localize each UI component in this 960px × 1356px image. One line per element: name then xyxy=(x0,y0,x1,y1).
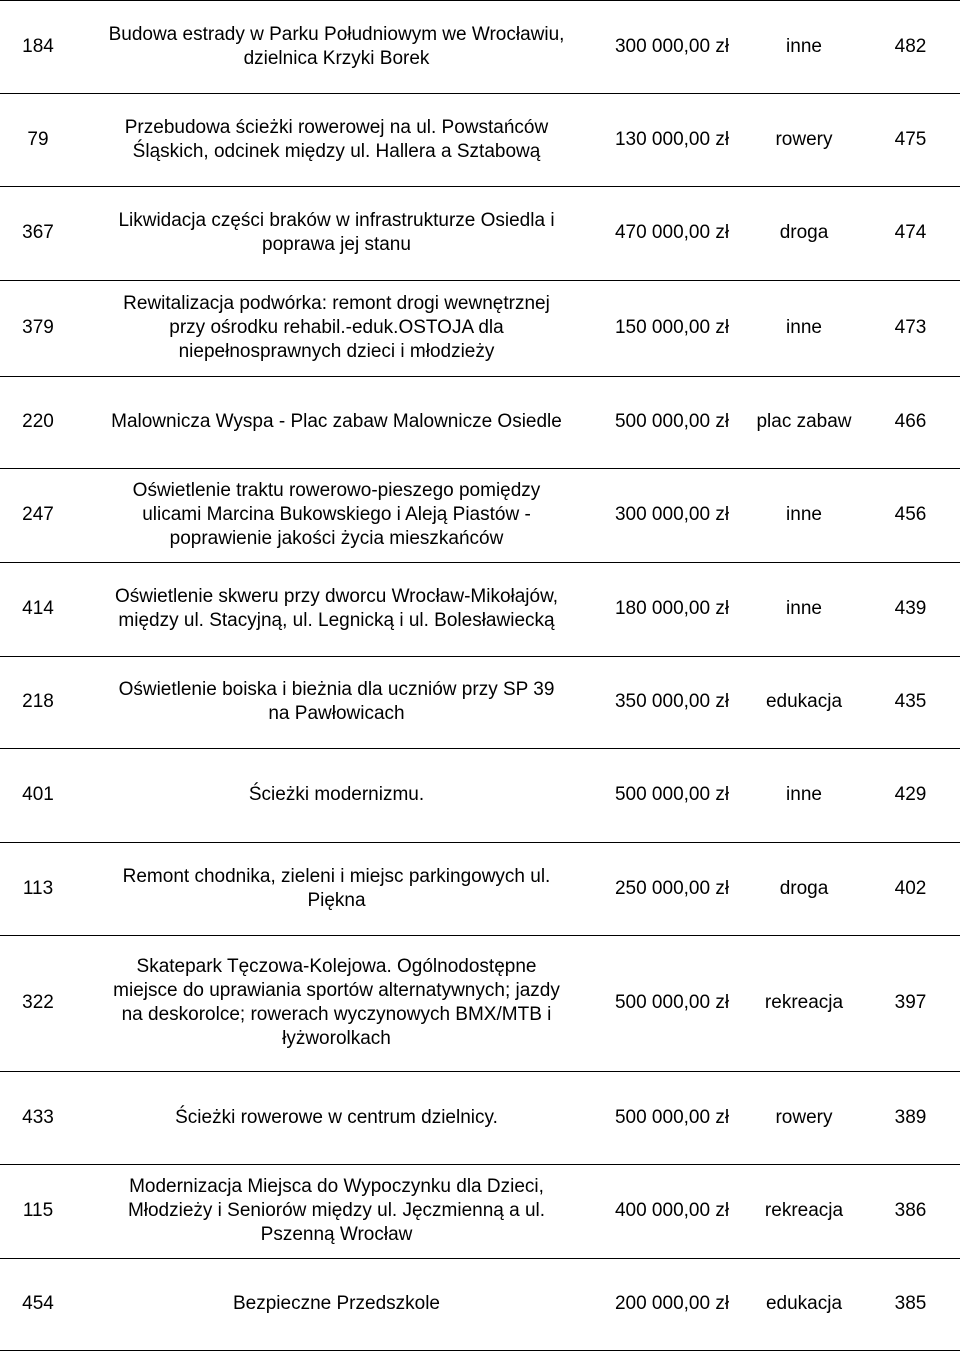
project-id-cell xyxy=(0,656,76,748)
project-name xyxy=(115,585,558,633)
project-cost-cell-text: 500 000,00 zł xyxy=(614,411,730,432)
table-row xyxy=(0,1258,960,1350)
project-name xyxy=(125,116,548,164)
table-row xyxy=(0,93,960,186)
project-name-cell xyxy=(76,93,597,186)
project-cost-cell xyxy=(597,376,747,468)
project-votes-cell-text: 389 xyxy=(894,1106,927,1128)
project-name-line: Oświetlenie traktu rowerowo-pieszego pomiędzy xyxy=(132,480,541,501)
project-name-line: Piękna xyxy=(307,889,366,911)
project-name-cell xyxy=(76,186,597,280)
project-id-cell-text: 79 xyxy=(27,128,49,150)
project-cost-cell-text: 500 000,00 zł xyxy=(614,1106,730,1128)
project-votes-cell-text: 474 xyxy=(894,222,927,243)
project-name-cell xyxy=(76,748,597,842)
project-cost-cell xyxy=(597,1071,747,1164)
project-name-line: dzielnica Krzyki Borek xyxy=(243,47,430,69)
project-cost-cell-text: 300 000,00 zł xyxy=(614,35,730,57)
project-name xyxy=(123,292,550,364)
project-cost-cell-text: 200 000,00 zł xyxy=(614,1293,730,1314)
project-name-line: poprawienie jakości życia mieszkańców xyxy=(169,528,504,549)
project-id-cell xyxy=(0,186,76,280)
project-votes-cell-text: 456 xyxy=(894,504,927,525)
project-category-cell xyxy=(747,468,861,562)
project-cost-cell xyxy=(597,468,747,562)
project-votes-cell-text: 429 xyxy=(894,784,927,805)
project-cost-cell xyxy=(597,935,747,1071)
project-name-cell xyxy=(76,656,597,748)
project-name-line: Ścieżki modernizmu. xyxy=(248,784,425,805)
project-category-cell-text: inne xyxy=(786,317,822,338)
table-row xyxy=(0,376,960,468)
project-category-cell xyxy=(747,93,861,186)
table-row xyxy=(0,935,960,1071)
project-name-cell xyxy=(76,1258,597,1350)
project-category-cell xyxy=(747,1164,861,1258)
project-name-line: Likwidacja części braków w infrastrukturze Osiedla i xyxy=(118,210,555,231)
project-votes-cell xyxy=(861,376,960,468)
project-id-cell xyxy=(0,935,76,1071)
project-category-cell-text: rowery xyxy=(775,128,833,150)
project-cost-cell xyxy=(597,562,747,656)
project-category-cell-text: inne xyxy=(786,35,822,57)
project-id-cell-text: 184 xyxy=(22,35,54,57)
project-name-line: między ul. Stacyjną, ul. Legnicką i ul. Bolesławiecką xyxy=(118,610,555,631)
project-id-cell xyxy=(0,376,76,468)
table-row xyxy=(0,562,960,656)
project-name-line: Skatepark Tęczowa-Kolejowa. Ogólnodostępne xyxy=(136,956,537,977)
project-name-cell xyxy=(76,376,597,468)
project-name-line: Pszenną Wrocław xyxy=(260,1224,413,1245)
project-category-cell-text: droga xyxy=(779,877,829,899)
project-cost-cell-text: 130 000,00 zł xyxy=(614,128,730,150)
project-votes-cell xyxy=(861,1164,960,1258)
project-category-cell-text: droga xyxy=(779,222,829,243)
table-row xyxy=(0,656,960,748)
project-name xyxy=(249,783,424,807)
project-votes-cell xyxy=(861,842,960,935)
project-name xyxy=(113,955,560,1051)
project-name-line: Młodzieży i Seniorów między ul. Jęczmienną a ul. xyxy=(127,1200,546,1221)
project-category-cell-text: rekreacja xyxy=(764,992,844,1013)
project-id-cell xyxy=(0,93,76,186)
project-cost-cell-text: 500 000,00 zł xyxy=(614,992,730,1013)
project-name-cell xyxy=(76,935,597,1071)
project-name-line: Bezpieczne Przedszkole xyxy=(233,1293,440,1314)
project-name-cell xyxy=(76,468,597,562)
project-votes-cell xyxy=(861,186,960,280)
project-votes-cell-text: 475 xyxy=(894,128,927,150)
table-row xyxy=(0,842,960,935)
project-name-cell xyxy=(76,280,597,376)
table-row xyxy=(0,1164,960,1258)
project-votes-cell-text: 466 xyxy=(894,411,927,432)
project-name-line: Śląskich, odcinek między ul. Hallera a Sztabową xyxy=(132,140,541,162)
project-id-cell xyxy=(0,842,76,935)
table-row xyxy=(0,0,960,93)
project-category-cell-text: inne xyxy=(786,504,822,525)
project-id-cell-text: 113 xyxy=(22,877,54,899)
project-category-cell-text: edukacja xyxy=(765,691,843,712)
project-cost-cell xyxy=(597,748,747,842)
project-cost-cell-text: 400 000,00 zł xyxy=(614,1200,730,1221)
project-votes-cell xyxy=(861,562,960,656)
row-divider xyxy=(0,1350,960,1351)
project-name-cell xyxy=(76,842,597,935)
project-votes-cell-text: 482 xyxy=(894,35,927,57)
project-id-cell-text: 322 xyxy=(22,992,54,1013)
project-id-cell-text: 218 xyxy=(22,691,54,712)
project-cost-cell xyxy=(597,842,747,935)
project-cost-cell-text: 500 000,00 zł xyxy=(614,784,730,805)
project-id-cell xyxy=(0,0,76,93)
project-cost-cell xyxy=(597,1258,747,1350)
project-cost-cell xyxy=(597,186,747,280)
project-cost-cell xyxy=(597,1164,747,1258)
project-votes-cell-text: 435 xyxy=(894,691,927,712)
project-votes-cell-text: 397 xyxy=(894,992,927,1013)
project-name-line: niepełnosprawnych dzieci i młodzieży xyxy=(178,341,495,362)
project-name-line: Rewitalizacja podwórka: remont drogi wewnętrznej xyxy=(123,293,550,314)
project-id-cell xyxy=(0,280,76,376)
project-name xyxy=(175,1106,498,1130)
project-category-cell xyxy=(747,186,861,280)
table-row xyxy=(0,186,960,280)
project-id-cell xyxy=(0,468,76,562)
project-votes-cell xyxy=(861,93,960,186)
project-name-line: Ścieżki rowerowe w centrum dzielnicy. xyxy=(175,1106,498,1128)
project-votes-cell-text: 386 xyxy=(894,1200,927,1221)
project-name xyxy=(109,23,565,71)
project-name xyxy=(111,410,562,434)
project-id-cell xyxy=(0,748,76,842)
project-name-line: ulicami Marcina Bukowskiego i Aleją Piastów - xyxy=(142,504,531,525)
project-cost-cell-text: 180 000,00 zł xyxy=(614,598,730,619)
project-id-cell xyxy=(0,1258,76,1350)
project-id-cell-text: 220 xyxy=(22,411,54,432)
project-name-cell xyxy=(76,1164,597,1258)
project-name-line: Oświetlenie boiska i bieżnia dla uczniów przy SP 39 xyxy=(118,679,555,700)
project-category-cell xyxy=(747,935,861,1071)
project-name-line: na Pawłowicach xyxy=(268,703,405,724)
project-category-cell xyxy=(747,1258,861,1350)
project-cost-cell-text: 300 000,00 zł xyxy=(614,504,730,525)
project-id-cell-text: 414 xyxy=(22,598,54,619)
project-name xyxy=(123,865,551,913)
project-category-cell-text: inne xyxy=(786,784,822,805)
project-votes-cell xyxy=(861,280,960,376)
project-votes-cell xyxy=(861,656,960,748)
project-category-cell-text: edukacja xyxy=(765,1293,843,1314)
project-name-line: łyżworolkach xyxy=(282,1028,391,1049)
project-id-cell-text: 367 xyxy=(22,222,54,243)
project-cost-cell xyxy=(597,280,747,376)
project-id-cell-text: 115 xyxy=(22,1200,54,1221)
project-category-cell xyxy=(747,562,861,656)
project-cost-cell-text: 470 000,00 zł xyxy=(614,222,730,243)
project-name-line: Przebudowa ścieżki rowerowej na ul. Powstańców xyxy=(124,116,549,138)
project-category-cell xyxy=(747,0,861,93)
project-name xyxy=(128,1175,545,1247)
project-id-cell-text: 247 xyxy=(22,504,54,525)
project-category-cell xyxy=(747,656,861,748)
project-name-line: poprawa jej stanu xyxy=(262,234,411,255)
project-cost-cell xyxy=(597,0,747,93)
project-id-cell-text: 454 xyxy=(22,1293,54,1314)
project-votes-cell xyxy=(861,935,960,1071)
project-name-line: na deskorolce; rowerach wyczynowych BMX/MTB i xyxy=(121,1004,552,1025)
project-category-cell xyxy=(747,1071,861,1164)
project-id-cell xyxy=(0,1071,76,1164)
project-name-line: przy ośrodku rehabil.-eduk.OSTOJA dla xyxy=(169,317,504,338)
table-row xyxy=(0,1071,960,1164)
project-cost-cell xyxy=(597,93,747,186)
project-votes-cell-text: 385 xyxy=(894,1293,927,1314)
project-name-cell xyxy=(76,0,597,93)
project-name xyxy=(119,678,555,726)
project-category-cell-text: rekreacja xyxy=(764,1200,844,1221)
project-name xyxy=(133,479,541,551)
project-cost-cell xyxy=(597,656,747,748)
project-cost-cell-text: 150 000,00 zł xyxy=(614,317,730,338)
project-name-line: Modernizacja Miejsca do Wypoczynku dla Dzieci, xyxy=(129,1176,544,1197)
project-id-cell-text: 379 xyxy=(22,317,54,338)
project-cost-cell-text: 250 000,00 zł xyxy=(614,877,730,899)
project-name-line: Remont chodnika, zieleni i miejsc parkingowych ul. xyxy=(122,865,551,887)
table-row xyxy=(0,280,960,376)
project-id-cell xyxy=(0,1164,76,1258)
project-votes-cell-text: 402 xyxy=(894,877,927,899)
project-category-cell xyxy=(747,748,861,842)
project-category-cell-text: rowery xyxy=(775,1106,833,1128)
project-id-cell-text: 401 xyxy=(22,784,54,805)
project-name-line: miejsce do uprawiania sportów alternatywnych; jazdy xyxy=(113,980,560,1001)
project-cost-cell-text: 350 000,00 zł xyxy=(614,691,730,712)
project-category-cell-text: plac zabaw xyxy=(756,411,852,432)
project-votes-cell-text: 439 xyxy=(894,598,927,619)
project-id-cell-text: 433 xyxy=(22,1106,54,1128)
project-name-line: Oświetlenie skweru przy dworcu Wrocław-Mikołajów, xyxy=(114,586,559,607)
project-category-cell xyxy=(747,280,861,376)
project-votes-cell xyxy=(861,1071,960,1164)
project-id-cell xyxy=(0,562,76,656)
project-votes-cell-text: 473 xyxy=(894,317,927,338)
project-votes-cell xyxy=(861,468,960,562)
project-name-line: Malownicza Wyspa - Plac zabaw Malownicze Osiedle xyxy=(111,411,562,432)
project-name xyxy=(233,1292,440,1316)
project-votes-cell xyxy=(861,748,960,842)
project-votes-cell xyxy=(861,0,960,93)
project-name-cell xyxy=(76,562,597,656)
project-name-cell xyxy=(76,1071,597,1164)
project-name xyxy=(118,209,554,257)
project-category-cell-text: inne xyxy=(786,598,822,619)
table-row xyxy=(0,748,960,842)
project-category-cell xyxy=(747,842,861,935)
project-category-cell xyxy=(747,376,861,468)
project-votes-cell xyxy=(861,1258,960,1350)
project-name-line: Budowa estrady w Parku Południowym we Wrocławiu, xyxy=(108,23,565,45)
table-row xyxy=(0,468,960,562)
